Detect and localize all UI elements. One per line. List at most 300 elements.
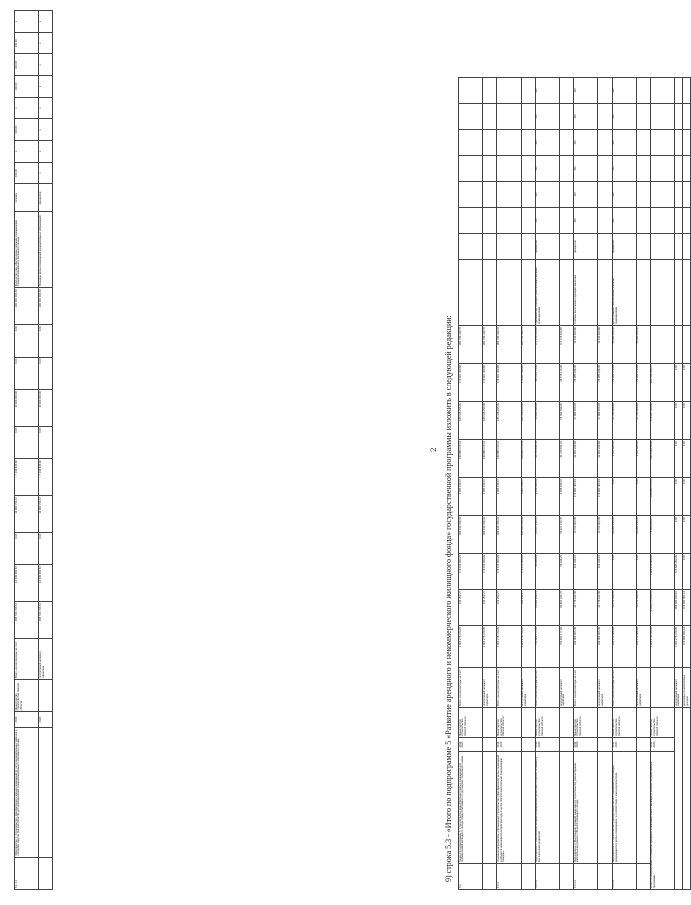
value-cell: 7 144 645,09 (39, 459, 53, 496)
x-mark: х (15, 97, 39, 119)
target-value (459, 104, 483, 130)
value-cell: 7 144 645,09 (15, 459, 39, 496)
target-value (497, 208, 521, 234)
value-cell: 419 979 669,66 (636, 626, 650, 668)
value-cell: 12 913 403,80 (598, 326, 612, 364)
source-target: поступлений целевого характера (483, 668, 497, 708)
value-cell: 15 703 303,39 (598, 516, 612, 554)
blank-cell (636, 182, 650, 208)
value-cell: 130 000 000,00 (39, 288, 53, 325)
value-cell: 0,00 (675, 516, 683, 554)
value-cell: 12 060 790,47 (15, 496, 39, 533)
table-row (612, 8, 636, 890)
value-cell: 184 615 789,41 (459, 516, 483, 554)
target-value (459, 78, 483, 104)
value-cell: 56 993 006,00 (636, 326, 650, 364)
blank-cell (598, 130, 612, 156)
blank-cell (636, 130, 650, 156)
target-value: 100,00 (15, 162, 39, 184)
table-row (675, 8, 683, 890)
x-mark: х (39, 54, 53, 76)
table-row (497, 8, 521, 890)
value-cell: 0,00 (636, 554, 650, 590)
value-cell: 36 578 175,39 (559, 364, 573, 402)
target-value: 100,00 (15, 76, 39, 98)
value-cell: 0,00 (636, 478, 650, 516)
table-row (15, 11, 39, 890)
value-cell: 0,00 (612, 554, 636, 590)
blank-cell (683, 182, 691, 208)
value-cell: 27 880 509,09 (574, 402, 598, 440)
year-end: 2020 (39, 712, 53, 727)
blank-cell (521, 708, 535, 738)
value-cell: 12 445 495,53 (39, 565, 53, 602)
indicator-name: Степень выполнения функций заказчика (574, 260, 598, 326)
value-cell: 99 326,23 (559, 554, 573, 590)
value-cell: 234 360 905,49 (574, 626, 598, 668)
value-cell: 1 384 215 864,16 (650, 554, 674, 590)
blank-cell (559, 78, 573, 104)
indicator-unit: человек (15, 184, 39, 212)
blank-cell (483, 260, 497, 326)
indicator-unit: процентов (39, 184, 53, 212)
executor: Министерство строительства Омской области (15, 680, 39, 712)
value-cell: 178 473 060,23 (497, 554, 521, 590)
executor: Министерство строительства Омской области (574, 708, 598, 738)
value-cell: 41 705 611,31 (559, 440, 573, 478)
indicator-name: Количество лиц, обеспеченных жилыми помещениями специализированного жилищного фонда (15, 212, 39, 288)
source-target: поступлений целевого характера (521, 668, 535, 708)
blank-cell (521, 864, 535, 890)
value-cell: 185 118 235,00 (497, 402, 521, 440)
target-value (497, 78, 521, 104)
target-value: 100 (574, 208, 598, 234)
measure-title: Задача 3 подпрограммы 5. Строительство (приобретение) жилых помещений для формирования жилищного фонда, предоставляемого по договорам социального найма (459, 752, 483, 864)
target-value: 100 (535, 208, 559, 234)
indicator-name: Удельный вес граждан, обеспеченных жилыми помещениями (535, 260, 559, 326)
value-cell: 379 361 561,14 (683, 590, 691, 626)
x-mark: х (39, 162, 53, 184)
main-table (458, 7, 691, 890)
years: 2014 2020 (535, 738, 559, 752)
value-cell: 2 657 609,00 (612, 440, 636, 478)
source-total: Всего, из них расходы за счет: (15, 638, 39, 679)
value-cell: 0,00 (39, 532, 53, 564)
value-cell: 0,00 (683, 440, 691, 478)
value-cell: 2 657 609,00 (636, 440, 650, 478)
value-cell: 1 433 075 652,61 (650, 590, 674, 626)
x-mark: х (39, 119, 53, 141)
blank-cell (483, 130, 497, 156)
table-row (650, 8, 674, 890)
indicator-unit (497, 234, 521, 260)
blank-cell (675, 208, 683, 234)
value-cell: 56 993 006,00 (612, 326, 636, 364)
value-cell: 26 385 346,06 (598, 364, 612, 402)
blank-cell (636, 708, 650, 738)
section-heading: 9) строка 5.3 - «Итого по подпрограмме 5 «Развитие арендного и некоммерческого жилищного фонда» государственной программы изложить в следующей редакции: (444, 315, 453, 882)
blank-cell (650, 104, 674, 130)
value-cell: 0,00 (15, 532, 39, 564)
value-cell: 178 473 060,23 (521, 554, 535, 590)
value-cell: 0,00 (39, 325, 53, 357)
table-row (636, 8, 650, 890)
value-cell: 0 465 016,07 (497, 478, 521, 516)
measure-title: Мероприятие 3. Строительство (приобретение) жилых помещений для граждан, нуждающихся в жилых помещениях, в соответствии с законодательством (612, 752, 636, 864)
value-cell: 0 465 016,07 (483, 478, 497, 516)
blank-cell (483, 104, 497, 130)
years: 2014 2020 (612, 738, 636, 752)
blank-cell (675, 156, 683, 182)
value-cell: 185 700 735,51 (39, 602, 53, 639)
value-cell: 184 615 789,41 (521, 516, 535, 554)
total-label: Итого по подпрограмме 5 «Развитие арендного и некоммерческого жилищного фонда» государственной программы (650, 752, 674, 890)
x-mark: х (39, 32, 53, 54)
target-value (459, 208, 483, 234)
table-row (535, 8, 559, 890)
blank-cell (559, 208, 573, 234)
value-cell: 68 960 244,55 (612, 516, 636, 554)
value-cell: 36 578 175,39 (535, 364, 559, 402)
blank-cell (683, 208, 691, 234)
blank-cell (483, 738, 497, 752)
value-cell: 176 891 460,19 (574, 478, 598, 516)
value-cell: 178 307 423,80 (650, 402, 674, 440)
years: 2014 2020 (497, 738, 521, 752)
executor: Министерство строительства Омской области (497, 708, 521, 738)
blank-cell (521, 182, 535, 208)
value-cell: 8 463 016,07 (650, 516, 674, 554)
value-cell: 0,00 (39, 357, 53, 389)
blank-cell (598, 182, 612, 208)
years: 2014 2020 (574, 738, 598, 752)
value-cell: 0,00 (15, 325, 39, 357)
source-target: поступлений целевого характера (636, 668, 650, 708)
indicator-unit: процентов (612, 234, 636, 260)
value-cell: 0,00 (675, 402, 683, 440)
measure-title: Мероприятие 1. Обеспечение жилыми помещениями детей-сирот и детей, оставшихся без попечения родителей (535, 752, 559, 864)
target-value: 100 (535, 104, 559, 130)
page-number: 2 (430, 447, 438, 452)
target-value: 100 (535, 156, 559, 182)
blank-cell (675, 104, 683, 130)
target-value: 100,00 (15, 32, 39, 54)
value-cell: 178 473 060,23 (459, 554, 483, 590)
value-cell: 419 979 669,66 (612, 626, 636, 668)
value-cell: 371 476 613,65 (559, 326, 573, 364)
measure-title: Мероприятие 2. Выполнение функций заказчика по строительству, реконструкции, капитальному ремонту объектов жилищного фонда (574, 752, 598, 864)
row-code: 5.3.1.2 (574, 864, 598, 890)
value-cell: 130 000 000,00 (15, 288, 39, 325)
blank-cell (598, 752, 612, 864)
target-value: 100 (612, 130, 636, 156)
table-row (483, 8, 497, 890)
value-cell: 40 778 422,58 (574, 590, 598, 626)
x-mark: х (39, 97, 53, 119)
blank-cell (598, 78, 612, 104)
blank-cell (683, 130, 691, 156)
value-cell: 281 783 419,76 (650, 364, 674, 402)
blank-cell (598, 208, 612, 234)
blank-cell (636, 864, 650, 890)
value-cell: 10 000 000,00 (39, 389, 53, 426)
blank-cell (650, 208, 674, 234)
value-cell: 281 783 419,76 (497, 326, 521, 364)
value-cell: 178 473 060,23 (483, 554, 497, 590)
blank-cell (675, 708, 683, 890)
target-value: 100 (574, 78, 598, 104)
blank-cell (521, 104, 535, 130)
value-cell: 103 226,19 (574, 554, 598, 590)
measure-title: Мероприятие 1. Строительство, приобретение и аренда помещений (в части муниципальных районов и городских округов Омской области) для формирования специализированного жилищного фонда (15, 727, 39, 857)
value-cell: 0,00 (15, 426, 39, 458)
source-target: поступлений целевого характера (559, 668, 573, 708)
source-total: Всего, из них расходы за счет: (574, 668, 598, 708)
blank-cell (650, 78, 674, 104)
value-cell: 183 889 175,11 (521, 440, 535, 478)
value-cell: 281 783 419,76 (459, 326, 483, 364)
blank-cell (683, 234, 691, 260)
value-cell: 1 495 276 723,05 (675, 626, 683, 668)
blank-cell (636, 156, 650, 182)
table-row (459, 8, 483, 890)
value-cell: 104 202,27 (497, 590, 521, 626)
table-row (683, 8, 691, 890)
blank-cell (559, 104, 573, 130)
value-cell: 176 891 460,19 (598, 478, 612, 516)
blank-cell (675, 260, 683, 326)
value-cell: 751 601 177,93 (535, 626, 559, 668)
value-cell: 0,00 (683, 516, 691, 554)
target-value: 100 (535, 130, 559, 156)
value-cell: 1 405 276 723,05 (459, 626, 483, 668)
rotated-sheet (12, 10, 689, 890)
value-cell: 0,00 (15, 357, 39, 389)
value-cell: 26 385 346,06 (574, 364, 598, 402)
value-cell: 0,00 (683, 554, 691, 590)
value-cell: 53 174 393,53 (636, 590, 650, 626)
target-value (459, 182, 483, 208)
value-cell: 104 202,27 (521, 590, 535, 626)
value-cell: 1 405 276 723,05 (483, 626, 497, 668)
blank-cell (636, 78, 650, 104)
blank-cell (521, 78, 535, 104)
blank-cell (559, 708, 573, 738)
value-cell: 281 783 419,76 (483, 326, 497, 364)
blank-cell (675, 326, 683, 364)
blank-cell (483, 752, 497, 864)
executor: Министерство строительства Омской области (612, 708, 636, 738)
x-mark: х (39, 11, 53, 33)
blank-cell (650, 326, 674, 364)
blank-cell (483, 234, 497, 260)
row-code: 5.3.1.1 (535, 864, 559, 890)
target-value: 100 (612, 104, 636, 130)
value-cell: 12 060 790,47 (39, 496, 53, 533)
value-cell: 0,00 (39, 426, 53, 458)
blank-cell (636, 260, 650, 326)
target-value: 100 (535, 78, 559, 104)
value-cell: 0,00 (683, 364, 691, 402)
value-cell: 21 262 979,82 (612, 364, 636, 402)
indicator-unit (459, 234, 483, 260)
value-cell: 1 405 276 723,05 (497, 626, 521, 668)
years: 2014 2020 (650, 738, 674, 752)
blank-cell (521, 260, 535, 326)
value-cell: 183 889 175,11 (459, 440, 483, 478)
value-cell: 178 307 423,80 (521, 364, 535, 402)
blank-cell (683, 78, 691, 104)
blank-cell (598, 260, 612, 326)
value-cell: 178 307 423,80 (459, 364, 483, 402)
target-value: 100 (612, 182, 636, 208)
blank-cell (636, 104, 650, 130)
value-cell: 0,00 (675, 478, 683, 516)
indicator-name (497, 260, 521, 326)
value-cell: 0,00 (675, 440, 683, 478)
target-value (459, 156, 483, 182)
value-cell: 0,00 (683, 402, 691, 440)
blank-cell (650, 260, 674, 326)
blank-cell (521, 208, 535, 234)
blank-cell (675, 182, 683, 208)
value-cell: 15 703 303,39 (574, 516, 598, 554)
value-cell: 234 360 905,49 (598, 626, 612, 668)
value-cell: 12 913 403,80 (574, 326, 598, 364)
value-cell: 371 476 613,65 (535, 326, 559, 364)
target-value: 100 (535, 182, 559, 208)
value-cell: 12 445 495,53 (15, 565, 39, 602)
blank-cell (650, 156, 674, 182)
blank-cell (483, 864, 497, 890)
blank-cell (559, 234, 573, 260)
value-cell: 184 615 789,41 (483, 516, 497, 554)
blank-cell (683, 260, 691, 326)
blank-cell (559, 864, 573, 890)
blank-cell (675, 130, 683, 156)
blank-cell (598, 104, 612, 130)
top-table (14, 10, 53, 890)
value-cell: 21 262 979,82 (636, 364, 650, 402)
value-cell: 185 700 735,51 (15, 602, 39, 639)
blank-cell (683, 156, 691, 182)
blank-cell (598, 738, 612, 752)
blank-cell (636, 208, 650, 234)
value-cell: 496 489 023,19 (675, 590, 683, 626)
value-cell: 41 601 226,69 (574, 440, 598, 478)
table-row (521, 8, 535, 890)
value-cell: 40 778 422,58 (598, 590, 612, 626)
source-label: поступлений целевого характера (675, 668, 683, 708)
value-cell: 104 202,27 (483, 590, 497, 626)
executor: Министерство строительства Омской области (459, 708, 483, 738)
row-code: 5.1.1.1 (15, 857, 39, 889)
table-row (598, 8, 612, 890)
target-value: 100 (612, 156, 636, 182)
value-cell: 80 601 244,79 (559, 590, 573, 626)
target-value: 100,00 (15, 54, 39, 76)
blank-cell (483, 708, 497, 738)
blank-cell (636, 738, 650, 752)
target-value: 100 (574, 182, 598, 208)
indicator-unit: процентов (535, 234, 559, 260)
target-value (497, 130, 521, 156)
blank-cell (650, 234, 674, 260)
blank-cell (598, 708, 612, 738)
table-row (574, 8, 598, 890)
row-code: 5.3 (459, 864, 483, 890)
source-total: Всего, из них расходы за счет: (612, 668, 636, 708)
source-total: Всего, из них расходы за счет: (535, 668, 559, 708)
target-value: 100,00 (15, 119, 39, 141)
source-label: налоговых и неналоговых доходов (683, 668, 691, 708)
blank-cell (636, 752, 650, 864)
indicator-name: Площадь жилых помещений муниципальных образований (39, 212, 53, 288)
blank-cell (559, 156, 573, 182)
value-cell: 183 889 175,11 (650, 478, 674, 516)
value-cell: 99 326,23 (535, 554, 559, 590)
value-cell: 68 960 244,55 (636, 516, 650, 554)
value-cell: 185 118 235,00 (483, 402, 497, 440)
blank-cell (483, 156, 497, 182)
value-cell: 1 495 276 723,05 (650, 626, 674, 668)
source-total: Всего, из них расходы за счет: (497, 668, 521, 708)
blank-cell (521, 234, 535, 260)
value-cell: 0,00 (683, 478, 691, 516)
value-cell: 95 107 213,76 (559, 516, 573, 554)
blank-cell (675, 78, 683, 104)
row-code: 5.3.1 (497, 864, 521, 890)
x-mark: х (15, 11, 39, 33)
value-cell: 55 499 596,00 (559, 402, 573, 440)
value-cell: 0,00 (612, 478, 636, 516)
value-cell: 80 601 244,79 (535, 590, 559, 626)
value-cell: 178 307 423,80 (483, 364, 497, 402)
target-value (497, 182, 521, 208)
source-target: поступлений целевого характера (598, 668, 612, 708)
blank-cell (650, 668, 674, 708)
blank-cell (559, 182, 573, 208)
indicator-name: Доля граждан, обеспеченных жилыми помещениями (612, 260, 636, 326)
source-target: поступлений целевого характера (39, 638, 53, 679)
value-cell: 27 880 509,09 (598, 402, 612, 440)
value-cell: 95 107 213,76 (535, 516, 559, 554)
value-cell: 3 958 926,31 (559, 478, 573, 516)
blank-cell (483, 182, 497, 208)
blank-cell (521, 156, 535, 182)
blank-cell (521, 738, 535, 752)
blank-cell (598, 234, 612, 260)
x-mark: х (39, 76, 53, 98)
value-cell: 51 760 666,00 (636, 402, 650, 440)
value-cell: 185 118 235,00 (650, 440, 674, 478)
value-cell: 0,00 (675, 364, 683, 402)
value-cell: 184 615 789,41 (497, 516, 521, 554)
year-start: 2014 (15, 712, 39, 727)
measure-title: Основное мероприятие «Организация строительства (приобретения) жилых помещений и объектов инженерной инфраструктуры в целях обеспечения жилыми помещениями граждан» (497, 752, 521, 864)
value-cell: 0 465 016,07 (521, 478, 535, 516)
value-cell: 575 645 062,25 (675, 554, 683, 590)
indicator-name (459, 260, 483, 326)
value-cell: 185 118 235,00 (521, 402, 535, 440)
value-cell: 103 226,19 (598, 554, 612, 590)
value-cell: 41 705 611,31 (535, 440, 559, 478)
target-value (459, 130, 483, 156)
value-cell: 185 118 235,00 (459, 402, 483, 440)
blank-cell (675, 234, 683, 260)
target-value (497, 156, 521, 182)
value-cell: 53 174 393,53 (612, 590, 636, 626)
